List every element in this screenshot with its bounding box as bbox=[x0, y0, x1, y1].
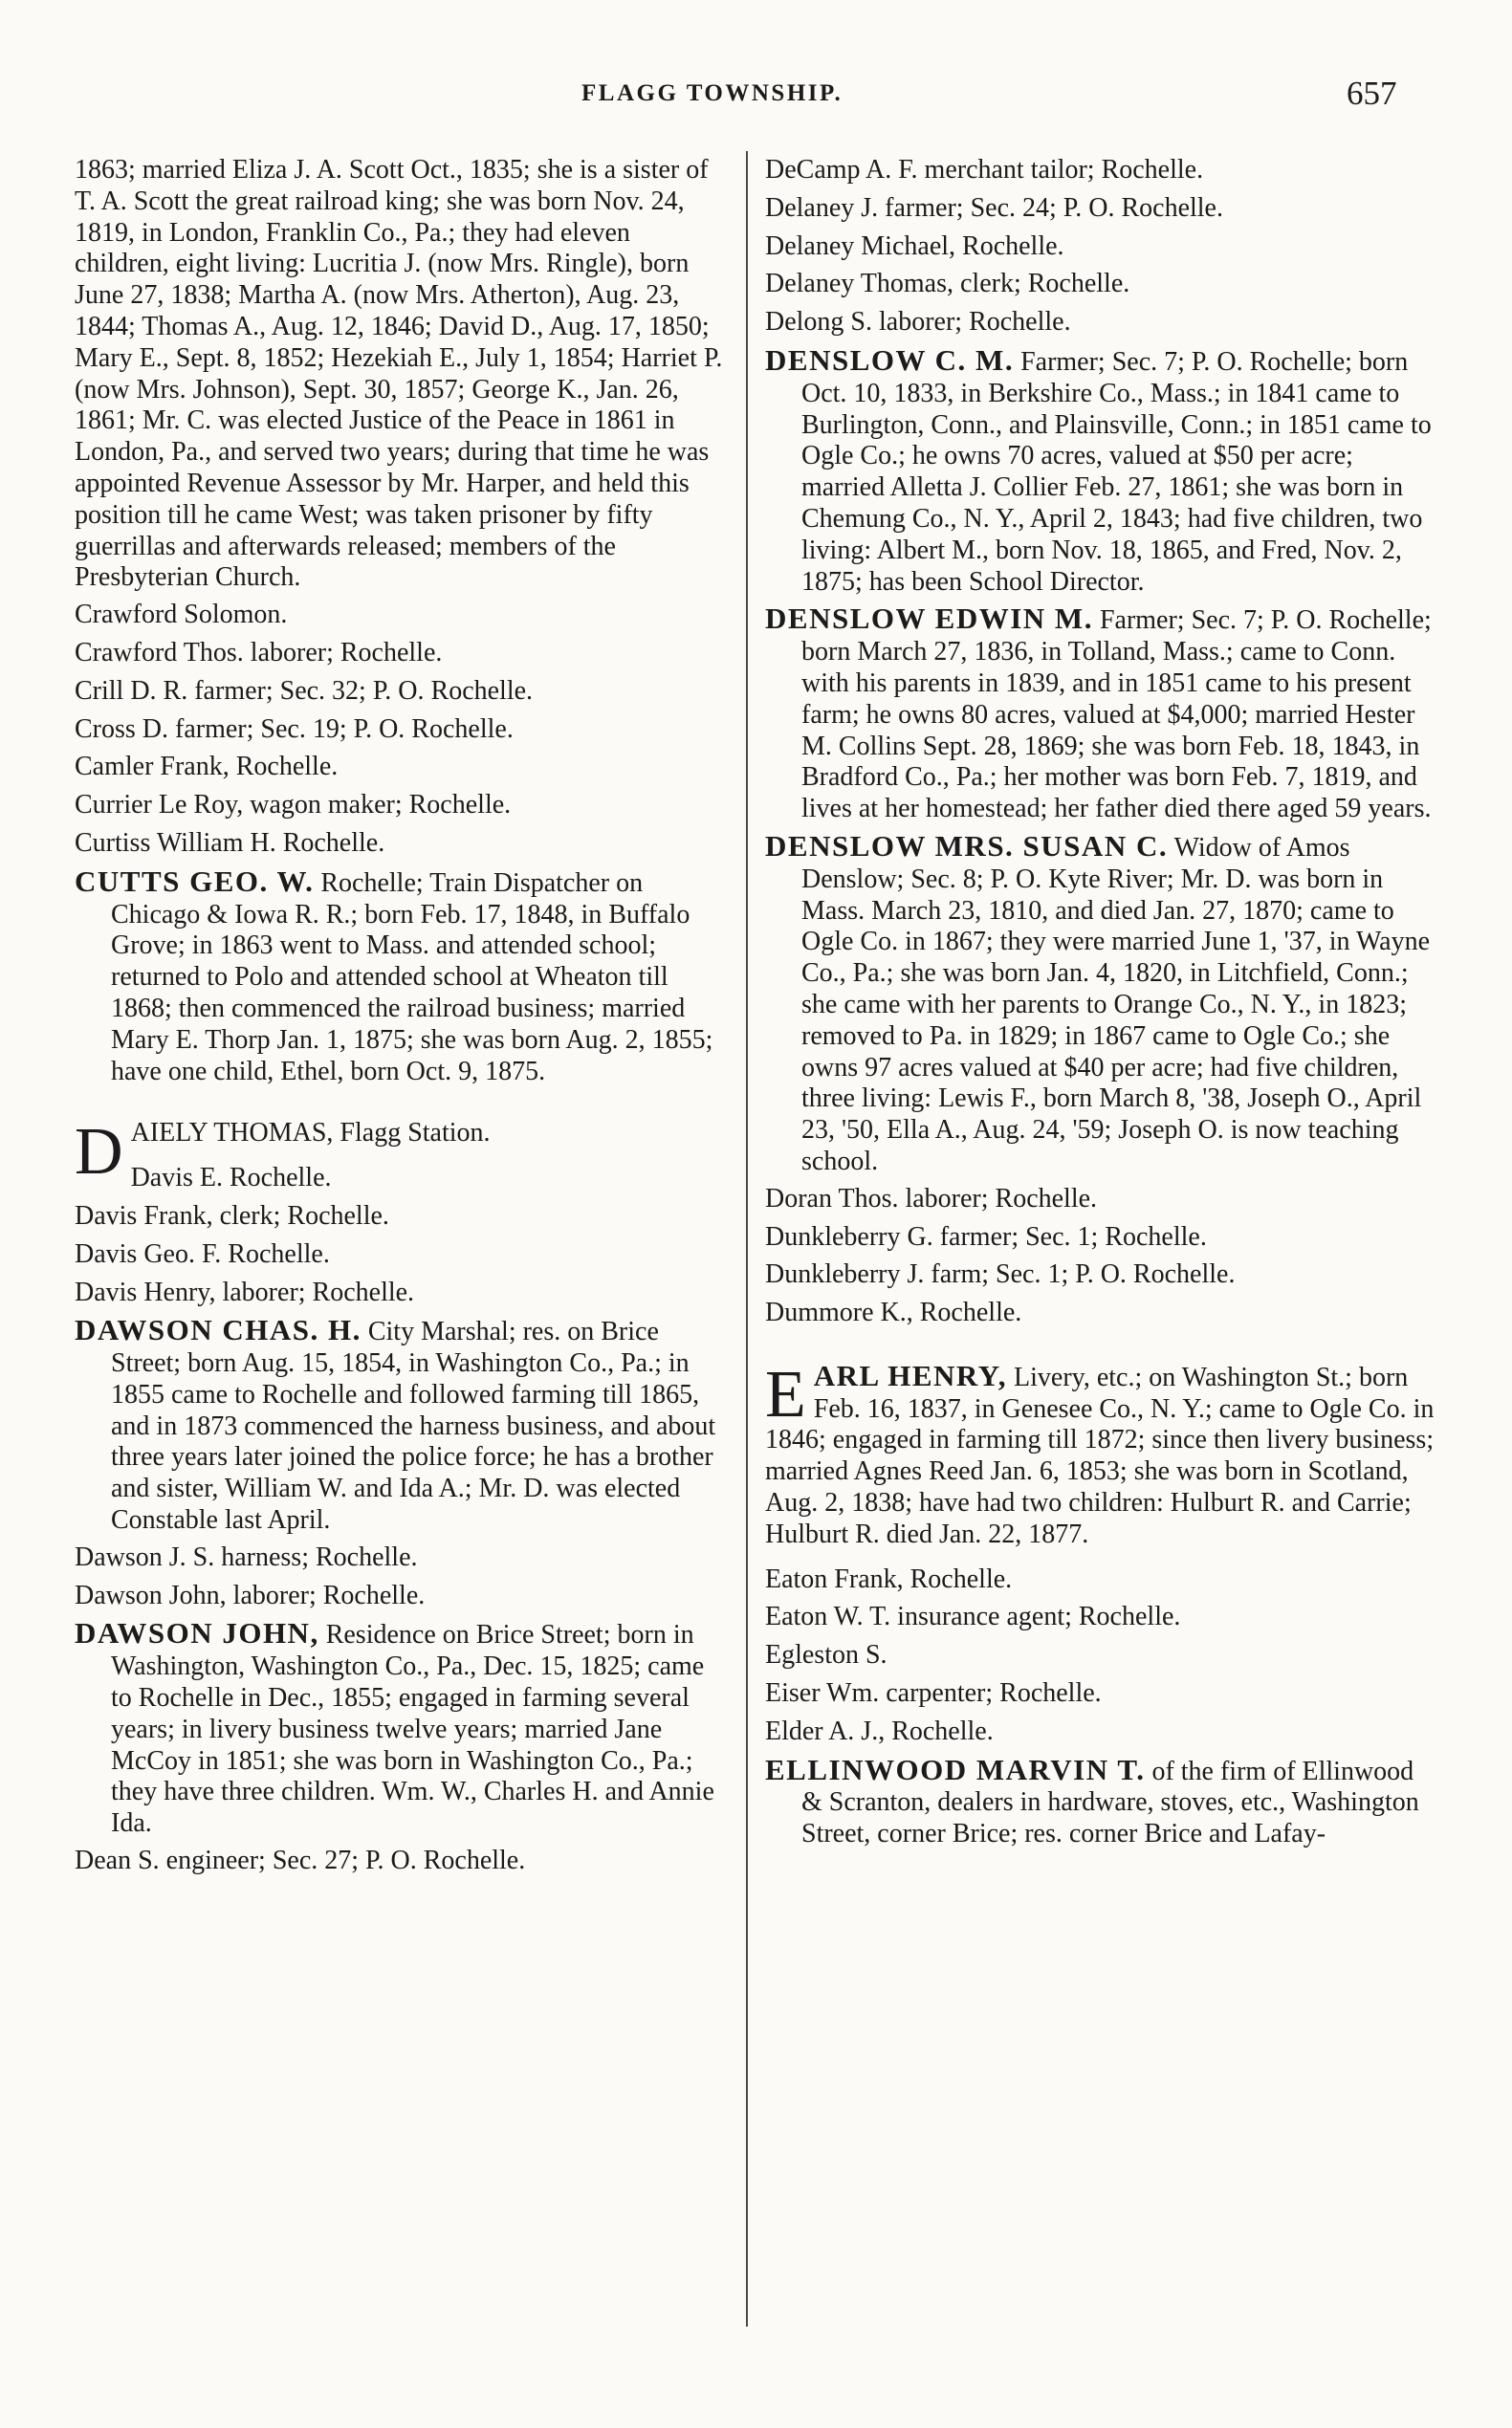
directory-entry: Eiser Wm. carpenter; Rochelle. bbox=[765, 1678, 1102, 1709]
entry-text: Widow of Amos Denslow; Sec. 8; P. O. Kyte River; Mr. D. was born in Mass. March 23, 1810, and died Jan. 27, 1870; came to Ogle Co. in 1867; they were married June 1, '37, in Wayne Co., Pa.; she was born Jan. 4, 1820, in Litchfield, Conn.; she came with her parents to Orange Co., N. Y., in 1823; removed to Pa. in 1829; in 1867 came to Ogle Co.; she owns 97 acres valued at $40 per acre; had five children, three living: Lewis F., born March 8, '38, Joseph O., April 23, '50, Ella A., Aug. 24, '59; Joseph O. is now teaching school. bbox=[801, 832, 1431, 1176]
directory-entry: DeCamp A. F. merchant tailor; Rochelle. bbox=[765, 155, 1204, 185]
column-divider bbox=[746, 151, 748, 2327]
entry-text: AIELY THOMAS, Flagg Station. bbox=[130, 1118, 491, 1148]
directory-entry: Curtiss William H. Rochelle. bbox=[75, 827, 385, 858]
directory-entry: Crawford Solomon. bbox=[75, 600, 288, 630]
directory-entry: Davis Henry, laborer; Rochelle. bbox=[75, 1277, 415, 1307]
directory-entry: Eaton W. T. insurance agent; Rochelle. bbox=[765, 1602, 1181, 1632]
entry-name: CUTTS GEO. W. bbox=[75, 864, 315, 898]
page-header bbox=[0, 75, 1512, 113]
directory-entry: Delaney Michael, Rochelle. bbox=[765, 230, 1064, 261]
biography-entry bbox=[75, 1315, 725, 1537]
directory-entry: Cross D. farmer; Sec. 19; P. O. Rochelle. bbox=[75, 713, 514, 744]
biography-entry bbox=[765, 342, 1435, 598]
directory-entry: Camler Frank, Rochelle. bbox=[75, 752, 339, 782]
directory-entry: Delong S. laborer; Rochelle. bbox=[765, 307, 1071, 338]
directory-entry: Eaton Frank, Rochelle. bbox=[765, 1564, 1013, 1594]
directory-entry: Dawson J. S. harness; Rochelle. bbox=[75, 1542, 418, 1572]
section-gap bbox=[75, 1093, 725, 1118]
entry-text: Rochelle; Train Dispatcher on Chicago & Iowa R. R.; born Feb. 17, 1848, in Buffalo Grove; in 1863 went to Mass. and attended school; returned to Polo and attended school at Wheaton till 1868; then commenced the railroad business; married Mary E. Thorp Jan. 1, 1875; she was born Aug. 2, 1855; have one child, Ethel, born Oct. 9, 1875. bbox=[111, 867, 713, 1086]
directory-entry: Davis Geo. F. Rochelle. bbox=[75, 1238, 330, 1269]
directory-entry: Davis E. Rochelle. bbox=[130, 1163, 332, 1193]
directory-entry: Delaney J. farmer; Sec. 24; P. O. Rochelle. bbox=[765, 192, 1223, 223]
left-column bbox=[75, 155, 725, 1884]
directory-entry: Crill D. R. farmer; Sec. 32; P. O. Rochelle. bbox=[75, 675, 534, 706]
directory-entry: Currier Le Roy, wagon maker; Rochelle. bbox=[75, 790, 512, 820]
directory-entry: Crawford Thos. laborer; Rochelle. bbox=[75, 637, 443, 667]
letter-section-entry bbox=[765, 1357, 1435, 1551]
directory-entry: Dunkleberry G. farmer; Sec. 1; Rochelle. bbox=[765, 1221, 1207, 1252]
entry-name: DAWSON JOHN, bbox=[75, 1616, 319, 1651]
drop-cap-letter: E bbox=[765, 1357, 806, 1432]
entry-text: Farmer; Sec. 7; P. O. Rochelle; born March 27, 1836, in Tolland, Mass.; came to Conn. with his parents in 1839, and in 1851 came to his present farm; he owns 80 acres, valued at $4,000; married Hester M. Collins Sept. 28, 1869; she was born Feb. 18, 1843, in Bradford Co., Pa.; her mother was born Feb. 7, 1819, and lives at her homestead; her father died there aged 59 years. bbox=[801, 605, 1432, 824]
entry-text: Residence on Brice Street; born in Washington, Washington Co., Pa., Dec. 15, 1825; came to Rochelle in Dec., 1855; engaged in farming several years; in livery business twelve years; married Jane McCoy in 1851; she was born in Washington Co., Pa.; they have three children. Wm. W., Charles H. and Annie Ida. bbox=[111, 1620, 714, 1839]
entry-name: DENSLOW EDWIN M. bbox=[765, 602, 1093, 636]
entry-text: Livery, etc.; on Washington St.; born Feb. 16, 1837, in Genesee Co., N. Y.; came to Ogle Co. in 1846; engaged in farming till 1872; since then livery business; married Agnes Reed Jan. 6, 1853; she was born in Scotland, Aug. 2, 1838; have had two children: Hulburt R. and Carrie; Hulburt R. died Jan. 22, 1877. bbox=[765, 1362, 1435, 1549]
page-number: 657 bbox=[1347, 75, 1397, 112]
running-title: FLAGG TOWNSHIP. bbox=[581, 80, 844, 106]
entry-name: DAWSON CHAS. H. bbox=[75, 1313, 362, 1347]
entry-name: ARL HENRY, bbox=[813, 1358, 1008, 1392]
biography-entry bbox=[75, 866, 725, 1088]
directory-entry: Doran Thos. laborer; Rochelle. bbox=[765, 1183, 1098, 1214]
right-column bbox=[765, 155, 1435, 1856]
biography-entry bbox=[765, 828, 1435, 1178]
entry-text: City Marshal; res. on Brice Street; born Aug. 15, 1854, in Washington Co., Pa.; in 1855 came to Rochelle and followed farming till 1865, and in 1873 commenced the harness business, and about three years later joined the police force; he has a brother and sister, William W. and Ida A.; Mr. D. was elected Constable last April. bbox=[111, 1317, 716, 1536]
entry-continuation: 1863; married Eliza J. A. Scott Oct., 1835; she is a sister of T. A. Scott the great railroad king; she was born Nov. 24, 1819, in London, Franklin Co., Pa.; they had eleven children, eight living: Lucritia J. (now Mrs. Ringle), born June 27, 1838; Martha A. (now Mrs. Atherton), Aug. 23, 1844; Thomas A., Aug. 12, 1846; David D., Aug. 17, 1850; Mary E., Sept. 8, 1852; Hezekiah E., July 1, 1854; Harriet P. (now Mrs. Johnson), Sept. 30, 1857; George K., Jan. 26, 1861; Mr. C. was elected Justice of the Peace in 1861 in London, Pa., and served two years; during that time he was appointed Revenue Assessor by Mr. Harper, and held this position till he came West; was taken prisoner by fifty guerrillas and afterwards released; members of the Presbyterian Church. bbox=[75, 155, 723, 593]
directory-entry: Davis Frank, clerk; Rochelle. bbox=[75, 1200, 389, 1231]
biography-entry bbox=[765, 603, 1435, 825]
section-gap bbox=[765, 1336, 1435, 1361]
biography-entry bbox=[765, 1752, 1435, 1850]
entry-name: DENSLOW C. M. bbox=[765, 342, 1015, 377]
entry-text: Farmer; Sec. 7; P. O. Rochelle; born Oct. 10, 1833, in Berkshire Co., Mass.; in 1841 came to Burlington, Conn., and Plainsville, Conn.; in 1851 came to Ogle Co.; he owns 70 acres, valued at $50 per acre; married Alletta J. Collier Feb. 27, 1861; she was born in Chemung Co., N. Y., April 2, 1843; had five children, two living: Albert M., born Nov. 18, 1865, and Fred, Nov. 2, 1875; has been School Director. bbox=[801, 346, 1432, 597]
directory-entry: Egleston S. bbox=[765, 1640, 887, 1671]
directory-entry: Dawson John, laborer; Rochelle. bbox=[75, 1580, 426, 1610]
directory-entry: Dean S. engineer; Sec. 27; P. O. Rochelle. bbox=[75, 1846, 526, 1876]
biography-entry bbox=[75, 1618, 725, 1840]
entry-name: DENSLOW MRS. SUSAN C. bbox=[765, 828, 1169, 863]
directory-entry: Dummore K., Rochelle. bbox=[765, 1298, 1022, 1328]
entry-name: ELLINWOOD MARVIN T. bbox=[765, 1752, 1146, 1786]
directory-entry: Dunkleberry J. farm; Sec. 1; P. O. Rochelle. bbox=[765, 1259, 1236, 1290]
directory-entry: Elder A. J., Rochelle. bbox=[765, 1716, 994, 1746]
drop-cap-letter: D bbox=[75, 1115, 123, 1190]
entry-text: of the firm of Ellinwood & Scranton, dealers in hardware, stoves, etc., Washington Street, corner Brice; res. corner Brice and Lafay- bbox=[801, 1756, 1419, 1849]
directory-entry: Delaney Thomas, clerk; Rochelle. bbox=[765, 269, 1130, 299]
